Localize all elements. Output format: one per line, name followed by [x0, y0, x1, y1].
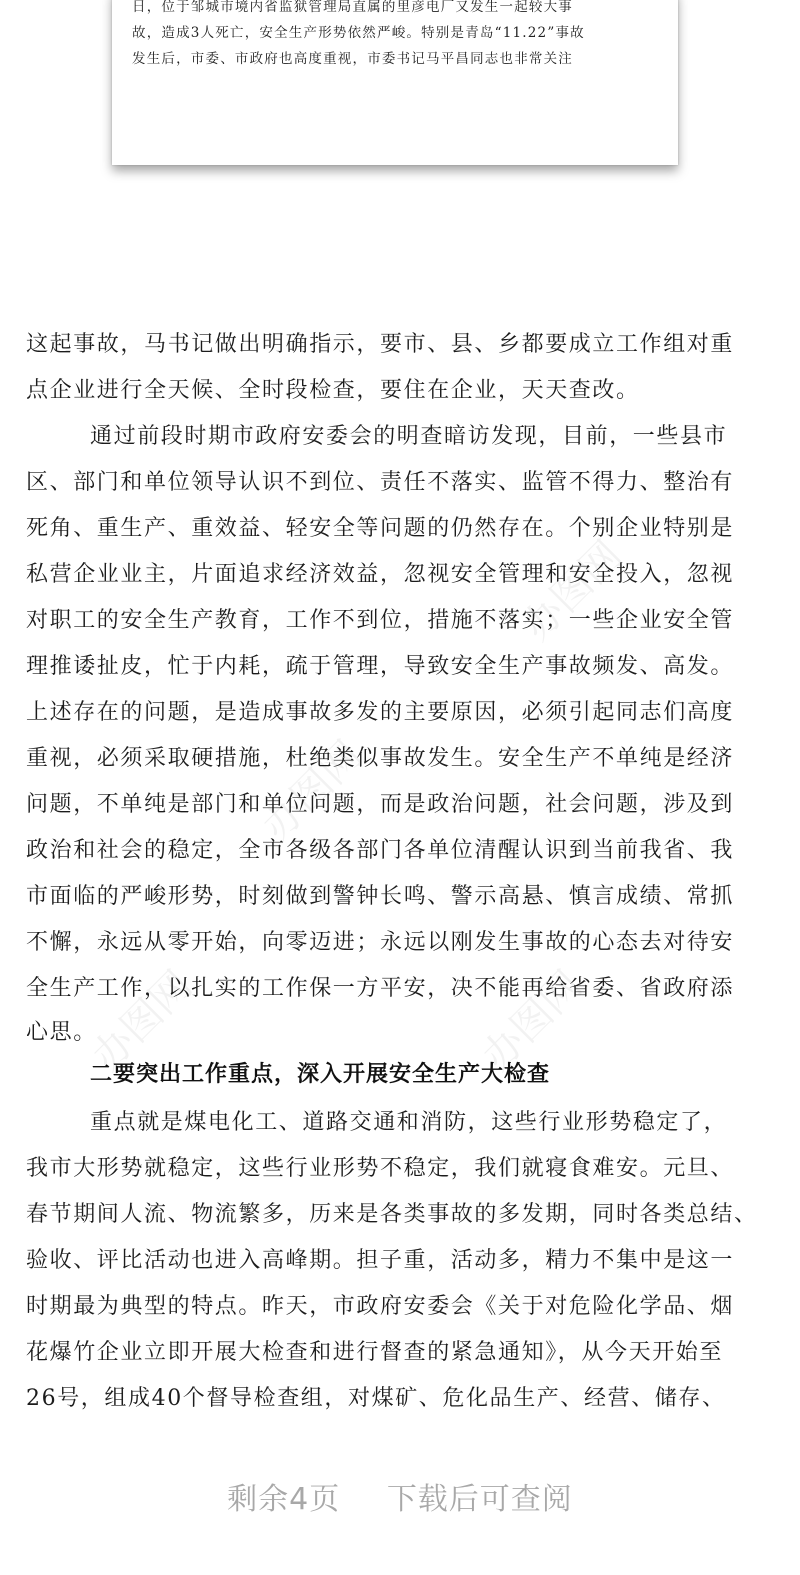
text-line: 春节期间人流、物流繁多，历来是各类事故的多发期，同时各类总结、 — [26, 1202, 758, 1227]
preview-card — [112, 0, 678, 165]
text-line: 验收、评比活动也进入高峰期。担子重，活动多，精力不集中是这一 — [26, 1248, 735, 1273]
text-line: 不懈，永远从零开始，向零迈进；永远以刚发生事故的心态去对待安 — [26, 930, 735, 955]
text-line: 这起事故，马书记做出明确指示，要市、县、乡都要成立工作组对重 — [26, 332, 735, 357]
preview-line: 故，造成3人死亡，安全生产形势依然严峻。特别是青岛“11.22”事故 — [132, 25, 585, 41]
remaining-pages-label[interactable]: 剩余4页 — [227, 1482, 341, 1517]
text-line: 花爆竹企业立即开展大检查和进行督查的紧急通知》，从今天开始至 — [26, 1340, 724, 1365]
text-line: 时期最为典型的特点。昨天，市政府安委会《关于对危险化学品、烟 — [26, 1294, 735, 1319]
preview-line: 日，位于邹城市境内省监狱管理局直属的里彦电厂又发生一起较大事 — [132, 0, 573, 15]
preview-line: 发生后，市委、市政府也高度重视，市委书记马平昌同志也非常关注 — [132, 51, 573, 67]
watermark: 办图网 — [83, 962, 202, 1080]
text-line: 对职工的安全生产教育，工作不到位，措施不落实；一些企业安全管 — [26, 608, 735, 633]
text-line: 我市大形势就稳定，这些行业形势不稳定，我们就寝食难安。元旦、 — [26, 1156, 735, 1181]
text-line: 上述存在的问题，是造成事故多发的主要原因，必须引起同志们高度 — [26, 700, 735, 725]
text-line: 私营企业业主，片面追求经济效益，忽视安全管理和安全投入，忽视 — [26, 562, 735, 587]
download-to-view-label[interactable]: 下载后可查阅 — [386, 1482, 573, 1517]
text-line: 死角、重生产、重效益、轻安全等问题的仍然存在。个别企业特别是 — [26, 516, 735, 541]
text-line: 政治和社会的稳定，全市各级各部门各单位清醒认识到当前我省、我 — [26, 838, 735, 863]
watermark: 办图网 — [253, 732, 372, 850]
text-line: 通过前段时期市政府安委会的明查暗访发现，目前，一些县市 — [90, 424, 728, 449]
text-line: 点企业进行全天候、全时段检查，要住在企业，天天查改。 — [26, 378, 640, 403]
watermark: 办图网 — [473, 962, 592, 1080]
download-prompt[interactable] — [0, 1470, 800, 1530]
text-line: 理推诿扯皮，忙于内耗，疏于管理，导致安全生产事故频发、高发。 — [26, 654, 735, 679]
text-line: 26号，组成40个督导检查组，对煤矿、危化品生产、经营、储存、 — [26, 1386, 726, 1411]
text-line: 全生产工作，以扎实的工作保一方平安，决不能再给省委、省政府添 — [26, 976, 735, 1001]
text-line: 问题，不单纯是部门和单位问题，而是政治问题，社会问题，涉及到 — [26, 792, 735, 817]
section-heading: 二要突出工作重点，深入开展安全生产大检查 — [90, 1062, 551, 1087]
text-line: 重视，必须采取硬措施，杜绝类似事故发生。安全生产不单纯是经济 — [26, 746, 735, 771]
watermark: 办图网 — [513, 532, 632, 650]
text-line: 心思。 — [26, 1020, 97, 1045]
text-line: 重点就是煤电化工、道路交通和消防，这些行业形势稳定了， — [90, 1110, 728, 1135]
text-line: 区、部门和单位领导认识不到位、责任不落实、监管不得力、整治有 — [26, 470, 735, 495]
text-line: 市面临的严峻形势，时刻做到警钟长鸣、警示高悬、慎言成绩、常抓 — [26, 884, 735, 909]
